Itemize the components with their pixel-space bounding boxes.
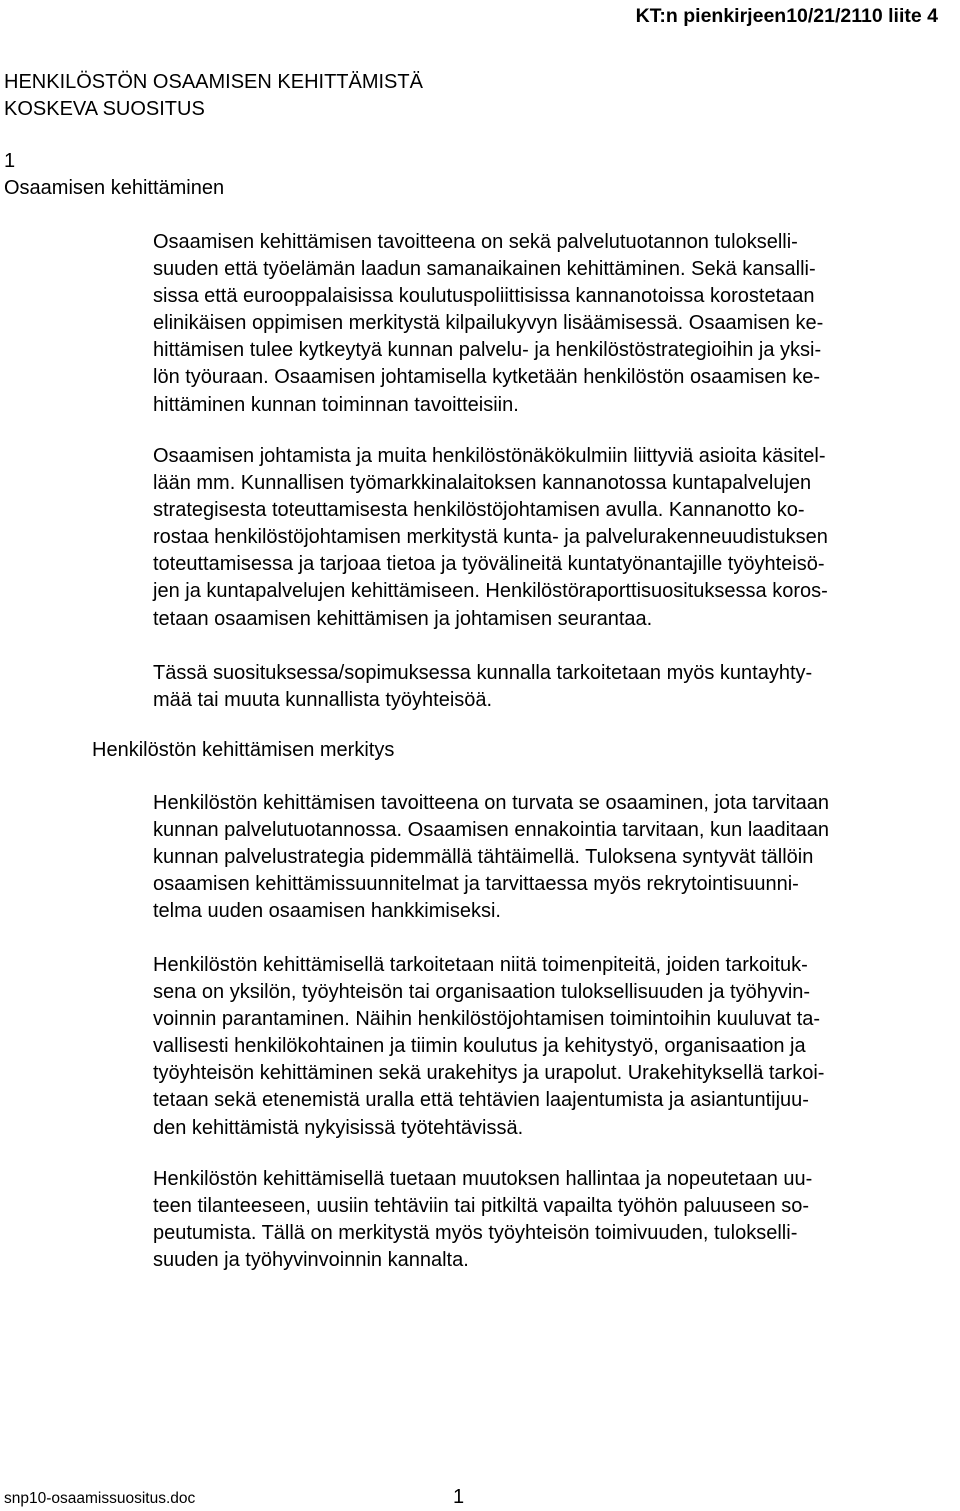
text-line: hittämisen tulee kytkeytyä kunnan palvelu- ja henkilöstöstrategioihin ja yksi- xyxy=(153,339,822,362)
text-line: toteuttamisessa ja tarjoaa tietoa ja työvälineitä kuntatyönantajille työyhteisö- xyxy=(153,553,825,576)
document-reference: KT:n pienkirjeen10/21/2110 liite 4 xyxy=(635,5,938,27)
text-line: Osaamisen johtamista ja muita henkilöstönäkökulmiin liittyviä asioita käsitel- xyxy=(153,445,826,467)
footer-page-number: 1 xyxy=(453,1486,465,1508)
text-line: hittäminen kunnan toiminnan tavoitteisiin. xyxy=(153,393,519,416)
text-line: sena on yksilön, työyhteisön tai organisaation tuloksellisuuden ja työhyvin- xyxy=(153,981,811,1004)
subheading-kehittamisen-merkitys: Henkilöstön kehittämisen merkitys xyxy=(92,739,395,761)
text-line: Osaamisen kehittämisen tavoitteena on sekä palvelutuotannon tulokselli- xyxy=(153,231,798,253)
text-line: työyhteisön kehittäminen sekä urakehitys ja urapolut. Urakehityksellä tarkoi- xyxy=(153,1062,825,1085)
paragraph-muutoksen-hallinta xyxy=(153,1166,812,1274)
text-line: voinnin parantaminen. Näihin henkilöstöjohtamisen toimintoihin kuuluvat ta- xyxy=(153,1008,821,1031)
paragraph-kehittamisen-tarkoitus xyxy=(153,952,824,1142)
text-line: tetaan osaamisen kehittämisen ja johtamisen seurantaa. xyxy=(153,607,653,630)
paragraph-kuntayhtyma xyxy=(153,660,812,714)
text-line: telma uuden osaamisen hankkimiseksi. xyxy=(153,900,501,923)
paragraph-osaamisen-johtaminen xyxy=(153,443,828,633)
text-line: vallisesti henkilökohtainen ja tiimin koulutus ja kehitystyö, organisaation ja xyxy=(153,1035,806,1058)
text-line: jen ja kuntapalvelujen kehittämiseen. Henkilöstöraporttisuosituksessa koros- xyxy=(153,580,828,603)
document-title xyxy=(4,69,423,123)
text-line: teen tilanteeseen, uusiin tehtäviin tai pitkiltä vapailta työhön paluuseen so- xyxy=(153,1195,809,1218)
text-line: kunnan palvelutuotannossa. Osaamisen ennakointia tarvitaan, kun laaditaan xyxy=(153,819,830,842)
text-line: suuden että työelämän laadun samanaikainen kehittäminen. Sekä kansalli- xyxy=(153,258,816,281)
text-line: tetaan sekä etenemistä uralla että tehtävien laajentumista ja asiantuntijuu- xyxy=(153,1089,809,1112)
title-line-2: KOSKEVA SUOSITUS xyxy=(4,98,205,120)
text-line: kunnan palvelustrategia pidemmällä tähtäimellä. Tuloksena syntyvät tällöin xyxy=(153,846,814,869)
paragraph-kehittamisen-tavoite xyxy=(153,790,829,925)
text-line: lään mm. Kunnallisen työmarkkinalaitoksen kannanotossa kuntapalvelujen xyxy=(153,472,812,495)
text-line: sissa että eurooppalaisissa koulutuspoliittisissa kannanotoissa korostetaan xyxy=(153,285,815,308)
text-line: rostaa henkilöstöjohtamisen merkitystä kunta- ja palvelurakenneuudistuksen xyxy=(153,526,828,549)
text-line: osaamisen kehittämissuunnitelmat ja tarvittaessa myös rekrytointisuunni- xyxy=(153,873,799,896)
text-line: Tässä suosituksessa/sopimuksessa kunnalla tarkoitetaan myös kuntayhty- xyxy=(153,662,813,684)
text-line: mää tai muuta kunnallista työyhteisöä. xyxy=(153,689,493,712)
paragraph-osaamisen-kehittaminen xyxy=(153,229,823,419)
footer-filename: snp10-osaamissuositus.doc xyxy=(4,1490,196,1507)
title-line-1: HENKILÖSTÖN OSAAMISEN KEHITTÄMISTÄ xyxy=(4,71,423,93)
section-title: Osaamisen kehittäminen xyxy=(4,177,225,199)
text-line: strategisesta toteuttamisesta henkilöstöjohtamisen avulla. Kannanotto ko- xyxy=(153,499,805,522)
text-line: Henkilöstön kehittämisellä tuetaan muutoksen hallintaa ja nopeutetaan uu- xyxy=(153,1168,813,1190)
text-line: peutumista. Tällä on merkitystä myös työyhteisön toimivuuden, tulokselli- xyxy=(153,1222,798,1245)
section-heading xyxy=(4,148,224,202)
text-line: suuden ja työhyvinvoinnin kannalta. xyxy=(153,1249,469,1272)
text-line: den kehittämistä nykyisissä työtehtävissä. xyxy=(153,1116,524,1139)
text-line: Henkilöstön kehittämisen tavoitteena on turvata se osaaminen, jota tarvitaan xyxy=(153,792,829,814)
text-line: Henkilöstön kehittämisellä tarkoitetaan niitä toimenpiteitä, joiden tarkoituk- xyxy=(153,954,808,976)
text-line: lön työuraan. Osaamisen johtamisella kytketään henkilöstön osaamisen ke- xyxy=(153,366,821,389)
text-line: elinikäisen oppimisen merkitystä kilpailukyvyn lisäämisessä. Osaamisen ke- xyxy=(153,312,824,335)
section-number: 1 xyxy=(4,150,16,172)
